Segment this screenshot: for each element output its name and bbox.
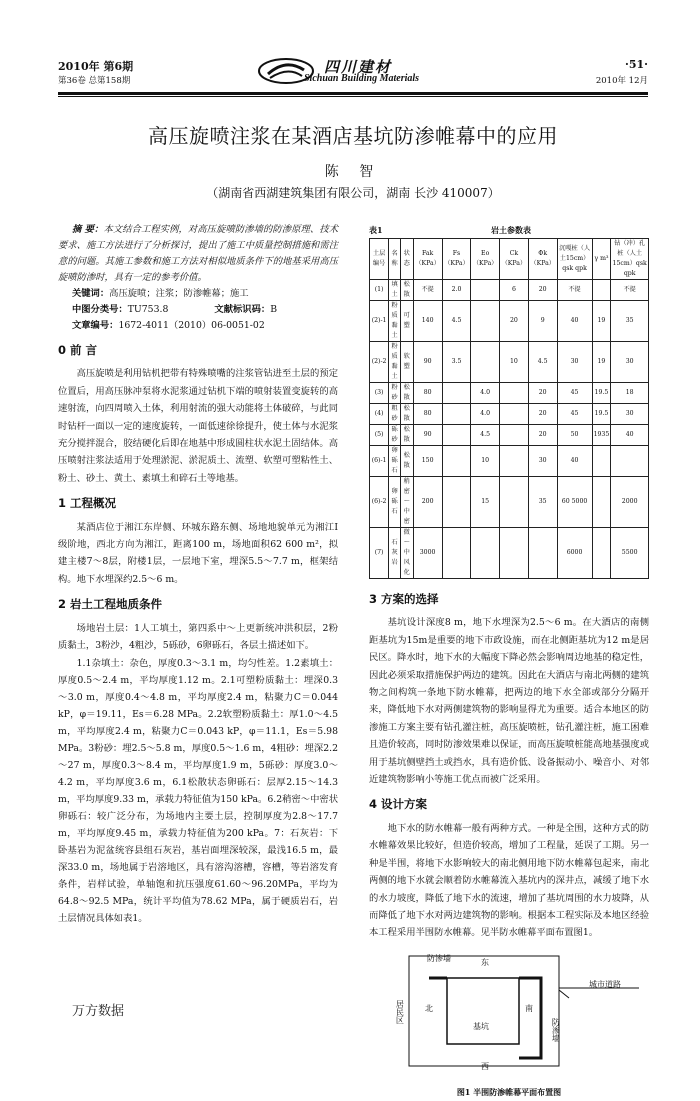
table-cell: 5500 — [611, 528, 649, 579]
table-cell: 30 — [611, 404, 649, 425]
watermark: 万方数据 — [72, 1004, 125, 1019]
table-cell: 30 — [528, 446, 557, 477]
table-cell — [500, 477, 529, 528]
right-column — [369, 222, 649, 1098]
classification — [58, 302, 338, 318]
table-row — [370, 404, 649, 425]
table-cell — [471, 280, 500, 301]
label-east: 东 — [481, 957, 489, 967]
table-cell: (7) — [370, 528, 389, 579]
site-plan-diagram — [369, 948, 649, 1078]
table-cell: (2)-1 — [370, 301, 389, 342]
table-cell: 18 — [611, 383, 649, 404]
table-header-cell: 钻（冲）孔桩（人土15cm）qsk qpk — [611, 239, 649, 280]
section-heading: 0 前 言 — [58, 343, 98, 357]
label-residential: 居民区 — [395, 999, 405, 1024]
article-id-value: 1672-4011（2010）06-0051-02 — [118, 320, 265, 331]
table-cell — [442, 383, 471, 404]
keywords — [58, 286, 338, 302]
table-cell — [442, 446, 471, 477]
table-caption — [369, 222, 649, 234]
running-header — [58, 58, 648, 92]
table-body — [370, 280, 649, 579]
clc-label: 中图分类号： — [71, 304, 128, 315]
table-cell: 石灰岩 — [389, 528, 401, 579]
table-row — [370, 477, 649, 528]
table-cell — [442, 404, 471, 425]
left-column — [58, 222, 338, 927]
table-cell — [500, 404, 529, 425]
paragraph: 地下水的防水帷幕一般有两种方式。一种是全围，这种方式的防水帷幕效果比较好，但造价较高，增加了工程量，延误了工期。另一种是半围，将地下水影响较大的南北侧用地下防水帷幕包起来，南北两侧的地下水就会顺着防水帷幕流入基坑内的深井点，减缓了地下水的水力坡度，降低了地下水的流速，增加了基坑周围的水力坡降，从而降低了地下水对两边建筑物的影响。根据本工程实际及本地区经验本工程采用半围防水帷幕。见半防水帷幕平面布置图1。 — [369, 822, 649, 939]
table-row — [370, 342, 649, 383]
table-cell: 不提 — [413, 280, 442, 301]
table-header-cell: 名称 — [389, 239, 401, 280]
table-cell: 粉质黏土 — [389, 301, 401, 342]
section-heading: 4 设计方案 — [369, 797, 428, 812]
section-heading: 3 方案的选择 — [369, 592, 439, 606]
table-cell: (2)-2 — [370, 342, 389, 383]
table-cell: 软塑 — [400, 342, 413, 383]
table-cell: 200 — [413, 477, 442, 528]
paragraph: 基坑设计深度8 m，地下水埋深为2.5～6 m。在大酒店的南侧距基坑为15m是重要的地下市政设施，而在北侧距基坑为12 m是居民区。降水时，地下水的大幅度下降必然会影响周边地基的稳定性，因此必须采取措施保护两边的建筑。因此在大酒店与南北两侧的建筑物之间构筑一条地下防水帷幕，把两边的地下水全部或部分分隔开来，降低地下水对两侧建筑物的影响显得尤为重要。适合本地区的防渗施工方案主要有钻孔灌注桩，高压旋喷桩，钻孔灌注桩，施工困难且造价较高，同时防渗效果难以保证，而高压旋喷桩能高地基强度或用于基坑侧壁挡土或挡水，具有造价低、设备振动小、噪音小、对邻近建筑物影响小等施工优点而被广泛采用。 — [369, 617, 649, 786]
table-cell: 50 — [557, 425, 592, 446]
volume: 第36卷 总第158期 — [58, 76, 131, 86]
table-cell: 45 — [557, 383, 592, 404]
table-cell: 20 — [528, 404, 557, 425]
table-cell: 19 — [592, 301, 611, 342]
table-cell: 松散 — [400, 280, 413, 301]
table-cell — [442, 477, 471, 528]
label-south: 南 — [525, 1003, 533, 1013]
table-cell — [592, 528, 611, 579]
label-north: 北 — [425, 1003, 433, 1013]
journal-logo — [256, 56, 446, 90]
table-cell: 45 — [557, 404, 592, 425]
author: 陈 智 — [324, 164, 382, 180]
table-cell: 19.5 — [592, 404, 611, 425]
table-cell: 140 — [413, 301, 442, 342]
table-row — [370, 383, 649, 404]
table-title: 岩土参数表 — [491, 225, 531, 235]
table-cell — [592, 280, 611, 301]
table-cell: 松散 — [400, 425, 413, 446]
table-header-cell: Φk（KPa） — [528, 239, 557, 280]
south-cutoff-wall — [519, 978, 541, 1058]
table-cell: 松散 — [400, 404, 413, 425]
table-number: 表1 — [369, 225, 383, 235]
table-cell — [500, 425, 529, 446]
table-cell — [592, 446, 611, 477]
section-heading: 2 岩土工程地质条件 — [58, 597, 163, 612]
table-header-cell: Fs（KPa） — [442, 239, 471, 280]
year-issue: 2010年 第6期 — [58, 60, 134, 73]
table-header-cell: Ck（KPa） — [500, 239, 529, 280]
table-cell: 15 — [471, 477, 500, 528]
table-cell: 4.5 — [471, 425, 500, 446]
table-cell: 4.5 — [528, 342, 557, 383]
table-cell: 20 — [528, 280, 557, 301]
table-cell — [471, 342, 500, 383]
table-row — [370, 446, 649, 477]
table-cell: 3000 — [413, 528, 442, 579]
paragraph: 某酒店位于湘江东岸侧、环城东路东侧、场地地貌单元为湘江Ⅰ级阶地，西北方向为湘江，距离100 m，场地面积62 600 m²，拟建主楼7～8层，附楼1层，一层地下室，埋深5.5～7.7 m，框架结构。地下水埋深约2.5～6 m。 — [58, 521, 338, 585]
table-cell: 20 — [528, 425, 557, 446]
paper-title: 高压旋喷注浆在某酒店基坑防渗帷幕中的应用 — [148, 124, 558, 148]
table-cell: 35 — [611, 301, 649, 342]
table-cell — [442, 425, 471, 446]
table-cell: 可塑 — [400, 301, 413, 342]
table-cell: (1) — [370, 280, 389, 301]
soil-parameter-table — [369, 238, 649, 579]
label-west: 西 — [481, 1061, 489, 1071]
table-cell — [500, 446, 529, 477]
table-cell: 90 — [413, 425, 442, 446]
table-cell: 4.0 — [471, 383, 500, 404]
table-cell: 不提 — [611, 280, 649, 301]
table-cell: (4) — [370, 404, 389, 425]
table-header-cell: Fak（KPa） — [413, 239, 442, 280]
table-header-row — [370, 239, 649, 280]
table-cell: 粗砂 — [389, 404, 401, 425]
keywords-text: 高压旋喷；注浆；防渗帷幕；施工 — [109, 288, 249, 299]
table-cell: 9 — [528, 301, 557, 342]
issue-date: 2010年 12月 — [595, 76, 648, 86]
affiliation: （湖南省西湖建筑集团有限公司，湖南 长沙 410007） — [206, 186, 500, 200]
article-id-label: 文章编号： — [71, 320, 119, 331]
page-number: ·51· — [625, 58, 648, 71]
table-cell: 2000 — [611, 477, 649, 528]
table-cell: 填土 — [389, 280, 401, 301]
table-cell: 4.5 — [442, 301, 471, 342]
label-pit: 基坑 — [473, 1021, 489, 1031]
table-cell — [611, 446, 649, 477]
table-cell — [500, 528, 529, 579]
table-cell: 19.5 — [592, 383, 611, 404]
table-cell: 微～中风化 — [400, 528, 413, 579]
keywords-label: 关键词： — [71, 288, 110, 299]
table-cell: 松散 — [400, 383, 413, 404]
table-cell: 60 5000 — [557, 477, 592, 528]
table-cell: (5) — [370, 425, 389, 446]
table-cell — [471, 301, 500, 342]
abstract-label: 摘 要： — [71, 224, 104, 235]
paragraph: 场地岩土层：1人工填土，第四系中～上更新统冲洪积层，2粉质黏土，3粉沙，4粗沙，5砾砂，6卵砾石，各层土描述如下。 — [58, 622, 338, 652]
table-header-cell: 状态 — [400, 239, 413, 280]
table-cell: 粉质黏土 — [389, 342, 401, 383]
table-cell: 不提 — [557, 280, 592, 301]
figure-caption: 图1 半围防渗帷幕平面布置图 — [456, 1086, 562, 1097]
paragraph: 1.1杂填土：杂色，厚度0.3～3.1 m，均匀性差。1.2素填土：厚度0.5～2.4 m，平均厚度1.12 m。2.1可塑粉质黏土：埋深0.3～3.0 m，厚度0.4～4.8 m，平均厚度2.4 m，粘聚力C＝0.044 kP，φ＝19.11，Es＝6.28 MPa。2.2软塑粉质黏土：厚1.0～4.5 m，平均厚度2.4 m，粘聚力C＝0.043 kP，φ＝11.1，Es＝5.98 MPa。3粉砂：埋2.5～5.8 m，厚度0.5～1.6 m，4粗砂：埋深2.2～27 m，厚度0.3～8.4 m，平均厚度1.9 m，5砾砂：厚度3.0～4.2 m，平均厚度3.6 m，6.1松散状态卵砾石：层厚2.15～14.3 m，平均厚度9.33 m，承载力特征值为150 kPa。6.2稍密～中密状卵砾石：较广泛分布，为场地内主要土层，控制厚度为2.8～17.7 m，平均厚度9.45 m，承载力特征值为200 kPa。7：石灰岩：下卧基岩为泥盆统容县组石灰岩，基岩面埋深较深，最浅16.5 m，最深33.0 m，场地属于岩溶地区，具有溶沟溶槽，容槽，等岩溶发育条件，岩样试验，单轴饱和抗压强度61.60～96.20MPa，平均为64.8～92.5 MPa，统计平均值为78.62 MPa，属于硬质岩石，岩土层情况具体如表1。 — [58, 657, 338, 924]
table-cell: 40 — [557, 301, 592, 342]
table-cell: 稍密～中密 — [400, 477, 413, 528]
table-cell: 1935 — [592, 425, 611, 446]
journal-name-cn: 四川建材 — [324, 58, 393, 76]
table-cell: 10 — [500, 342, 529, 383]
label-south-wall: 防渗墙 — [551, 1017, 561, 1042]
section-heading: 1 工程概况 — [58, 496, 117, 511]
table-row — [370, 425, 649, 446]
table-cell — [528, 528, 557, 579]
road-leader-line — [559, 990, 569, 998]
table-cell: 35 — [528, 477, 557, 528]
clc-value: TU753.8 — [127, 304, 169, 315]
paragraph: 高压旋喷是利用钻机把带有特殊喷嘴的注浆管钻进至土层的预定位置后，用高压脉冲泵将水泥浆通过钻机下端的喷射装置变旋转的高速射流，向四周喷入土体，利用射流的强大动能将土体破碎，与此同时钻杆一面以一定的速度旋转，一面低速徐徐提升，使土体与水泥浆充分搅拌混合，胶结硬化后即在地基中形成圆柱状水泥土固结体。高压喷射注浆法适用于处理淤泥、淤泥质土、流塑、软塑可塑粘性土、粉土、砂土、黄土、素填土和碎石土等地基。 — [58, 368, 338, 484]
header-rule — [58, 92, 648, 95]
table-header-cell: 沉嘎桩（人土15cm）qsk qpk — [557, 239, 592, 280]
table-cell — [442, 528, 471, 579]
table-cell: 2.0 — [442, 280, 471, 301]
doc-value: B — [270, 304, 278, 315]
table-cell: 150 — [413, 446, 442, 477]
table-header-cell: γ m³ — [592, 239, 611, 280]
table-cell: (3) — [370, 383, 389, 404]
table-cell: 20 — [528, 383, 557, 404]
table-cell: 40 — [611, 425, 649, 446]
table-cell: 30 — [557, 342, 592, 383]
table-cell: 20 — [500, 301, 529, 342]
table-cell: 19 — [592, 342, 611, 383]
table-cell: 10 — [471, 446, 500, 477]
label-wall: 防渗墙 — [427, 953, 451, 963]
table-cell: (6)-1 — [370, 446, 389, 477]
table-cell: 40 — [557, 446, 592, 477]
table-cell: 松散 — [400, 446, 413, 477]
table-cell: 卵砾石 — [389, 446, 401, 477]
table-cell: 3.5 — [442, 342, 471, 383]
table-cell: 卵砾石 — [389, 477, 401, 528]
table-cell: 90 — [413, 342, 442, 383]
journal-name-en: Sichuan Building Materials — [304, 73, 420, 84]
table-header-cell: Eo（KPa） — [471, 239, 500, 280]
table-cell: 砾砂 — [389, 425, 401, 446]
table-row — [370, 301, 649, 342]
abstract-text: 本文结合工程实例，对高压旋喷防渗墙的防渗原理、技术要求、施工方法进行了分析探讨，提出了施工中质量控制措施和需注意的问题。其施工参数和施工方法对相似地质条件下的地基采用高压旋喷防渗时，具有一定的参考价值。 — [58, 224, 339, 283]
table-cell: 80 — [413, 404, 442, 425]
table-cell: 6 — [500, 280, 529, 301]
table-cell: 30 — [611, 342, 649, 383]
table-row — [370, 528, 649, 579]
article-id — [58, 318, 338, 334]
abstract — [58, 222, 338, 286]
table-cell: 4.0 — [471, 404, 500, 425]
table-cell: 80 — [413, 383, 442, 404]
header-rule-thin — [58, 96, 648, 97]
table-cell — [471, 528, 500, 579]
table-cell: 粉砂 — [389, 383, 401, 404]
table-header-cell: 土层编号 — [370, 239, 389, 280]
label-road: 城市道路 — [589, 979, 621, 989]
table-cell — [500, 383, 529, 404]
table-cell: 6000 — [557, 528, 592, 579]
table-row — [370, 280, 649, 301]
table-cell — [592, 477, 611, 528]
doc-label: 文献标识码： — [214, 304, 271, 315]
table-cell: (6)-2 — [370, 477, 389, 528]
